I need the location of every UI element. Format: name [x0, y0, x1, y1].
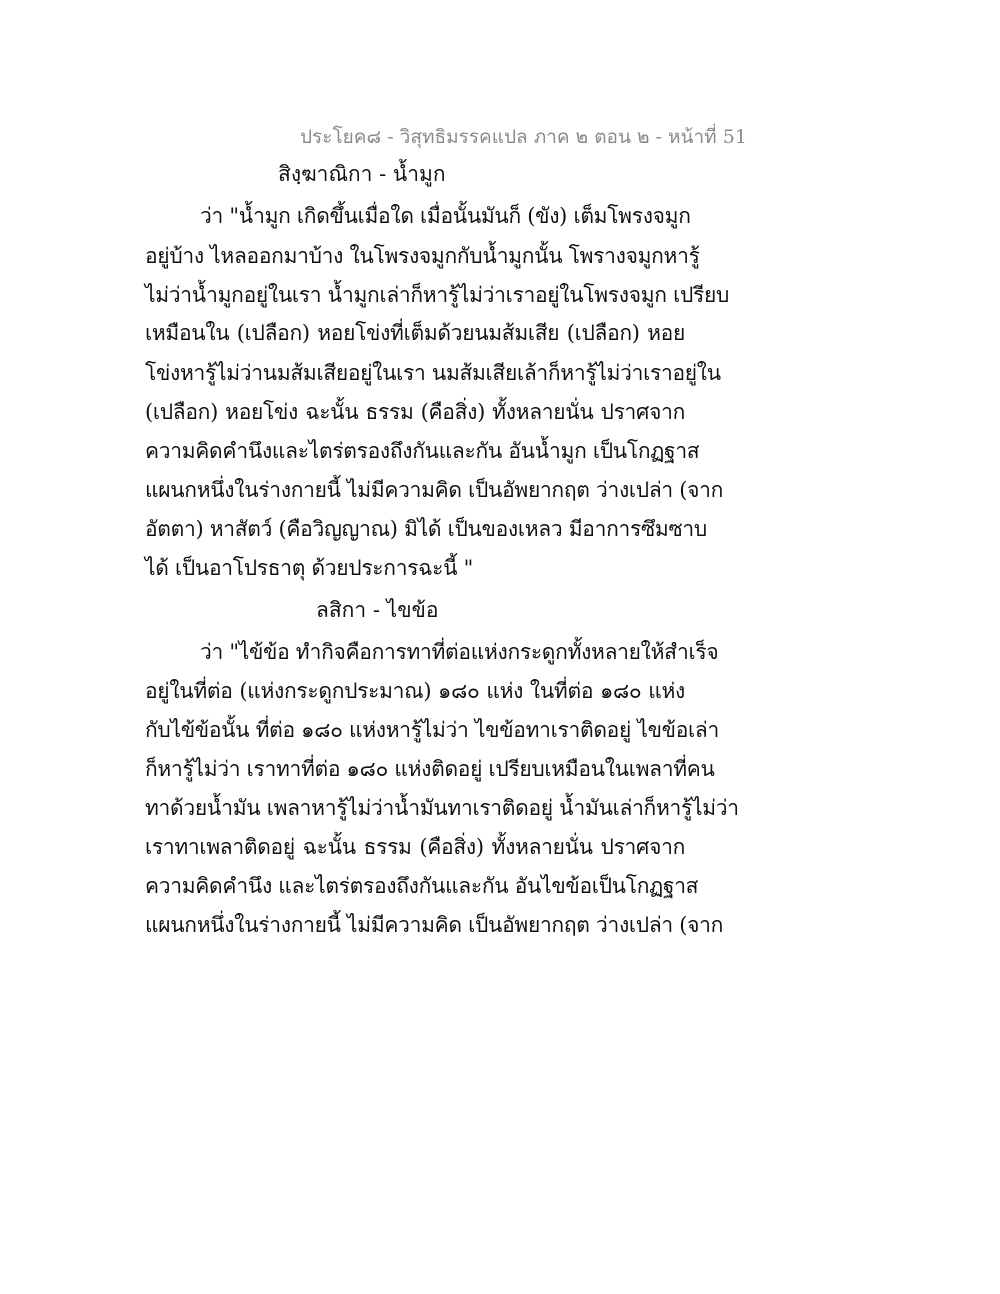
- section-heading-synovial-fluid: ลสิกา - ไขข้อ: [316, 598, 439, 622]
- body-line: ว่า "ไข้ข้อ ทำกิจคือการทาที่ต่อแห่งกระดูกทั้งหลายให้สำเร็จ: [200, 640, 719, 664]
- body-line: อัตตา) หาสัตว์ (คือวิญญาณ) มิได้ เป็นของเหลว มีอาการซึมซาบ: [145, 517, 707, 541]
- body-line: ก็หารู้ไม่ว่า เราทาที่ต่อ ๑๘๐ แห่งติดอยู่ เปรียบเหมือนในเพลาที่คน: [145, 757, 715, 781]
- body-line: อยู่บ้าง ไหลออกมาบ้าง ในโพรงจมูกกับน้ำมูกนั้น โพรางจมูกหารู้: [145, 244, 700, 268]
- body-line: ไม่ว่าน้ำมูกอยู่ในเรา น้ำมูกเล่าก็หารู้ไม่ว่าเราอยู่ในโพรงจมูก เปรียบ: [145, 283, 729, 307]
- body-line: โข่งหารู้ไม่ว่านมส้มเสียอยู่ในเรา นมส้มเสียเล้าก็หารู้ไม่ว่าเราอยู่ใน: [145, 361, 721, 385]
- body-line: ได้ เป็นอาโปรธาตุ ด้วยประการฉะนี้ ": [145, 556, 473, 580]
- section-heading-snot: สิงฺฆาณิกา - น้ำมูก: [278, 162, 446, 186]
- body-line: กับไข้ข้อนั้น ที่ต่อ ๑๘๐ แห่งหารู้ไม่ว่า ไขข้อทาเราติดอยู่ ไขข้อเล่า: [145, 718, 719, 742]
- running-header: ประโยค๘ - วิสุทธิมรรคแปล ภาค ๒ ตอน ๒ - หน้าที่ 51: [300, 126, 747, 148]
- body-line: แผนกหนึ่งในร่างกายนี้ ไม่มีความคิด เป็นอัพยากฤต ว่างเปล่า (จาก: [145, 913, 724, 937]
- body-line: อยู่ในที่ต่อ (แห่งกระดูกประมาณ) ๑๘๐ แห่ง ในที่ต่อ ๑๘๐ แห่ง: [145, 679, 685, 703]
- body-line: ว่า "น้ำมูก เกิดขึ้นเมื่อใด เมื่อนั้นมันก็ (ขัง) เต็มโพรงจมูก: [200, 204, 691, 228]
- body-line: แผนกหนึ่งในร่างกายนี้ ไม่มีความคิด เป็นอัพยากฤต ว่างเปล่า (จาก: [145, 478, 724, 502]
- body-line: ความคิดคำนึงและไตร่ตรองถึงกันและกัน อันน้ำมูก เป็นโกฏฐาส: [145, 439, 700, 463]
- body-line: ความคิดคำนึง และไตร่ตรองถึงกันและกัน อันไขข้อเป็นโกฏฐาส: [145, 874, 699, 898]
- body-line: เหมือนใน (เปลือก) หอยโข่งที่เต็มด้วยนมส้มเสีย (เปลือก) หอย: [145, 321, 685, 345]
- body-line: เราทาเพลาติดอยู่ ฉะนั้น ธรรม (คือสิ่ง) ทั้งหลายนั่น ปราศจาก: [145, 835, 685, 859]
- body-line: ทาด้วยน้ำมัน เพลาหารู้ไม่ว่าน้ำมันทาเราติดอยู่ น้ำมันเล่าก็หารู้ไม่ว่า: [145, 796, 739, 820]
- body-line: (เปลือก) หอยโข่ง ฉะนั้น ธรรม (คือสิ่ง) ทั้งหลายนั่น ปราศจาก: [145, 400, 685, 424]
